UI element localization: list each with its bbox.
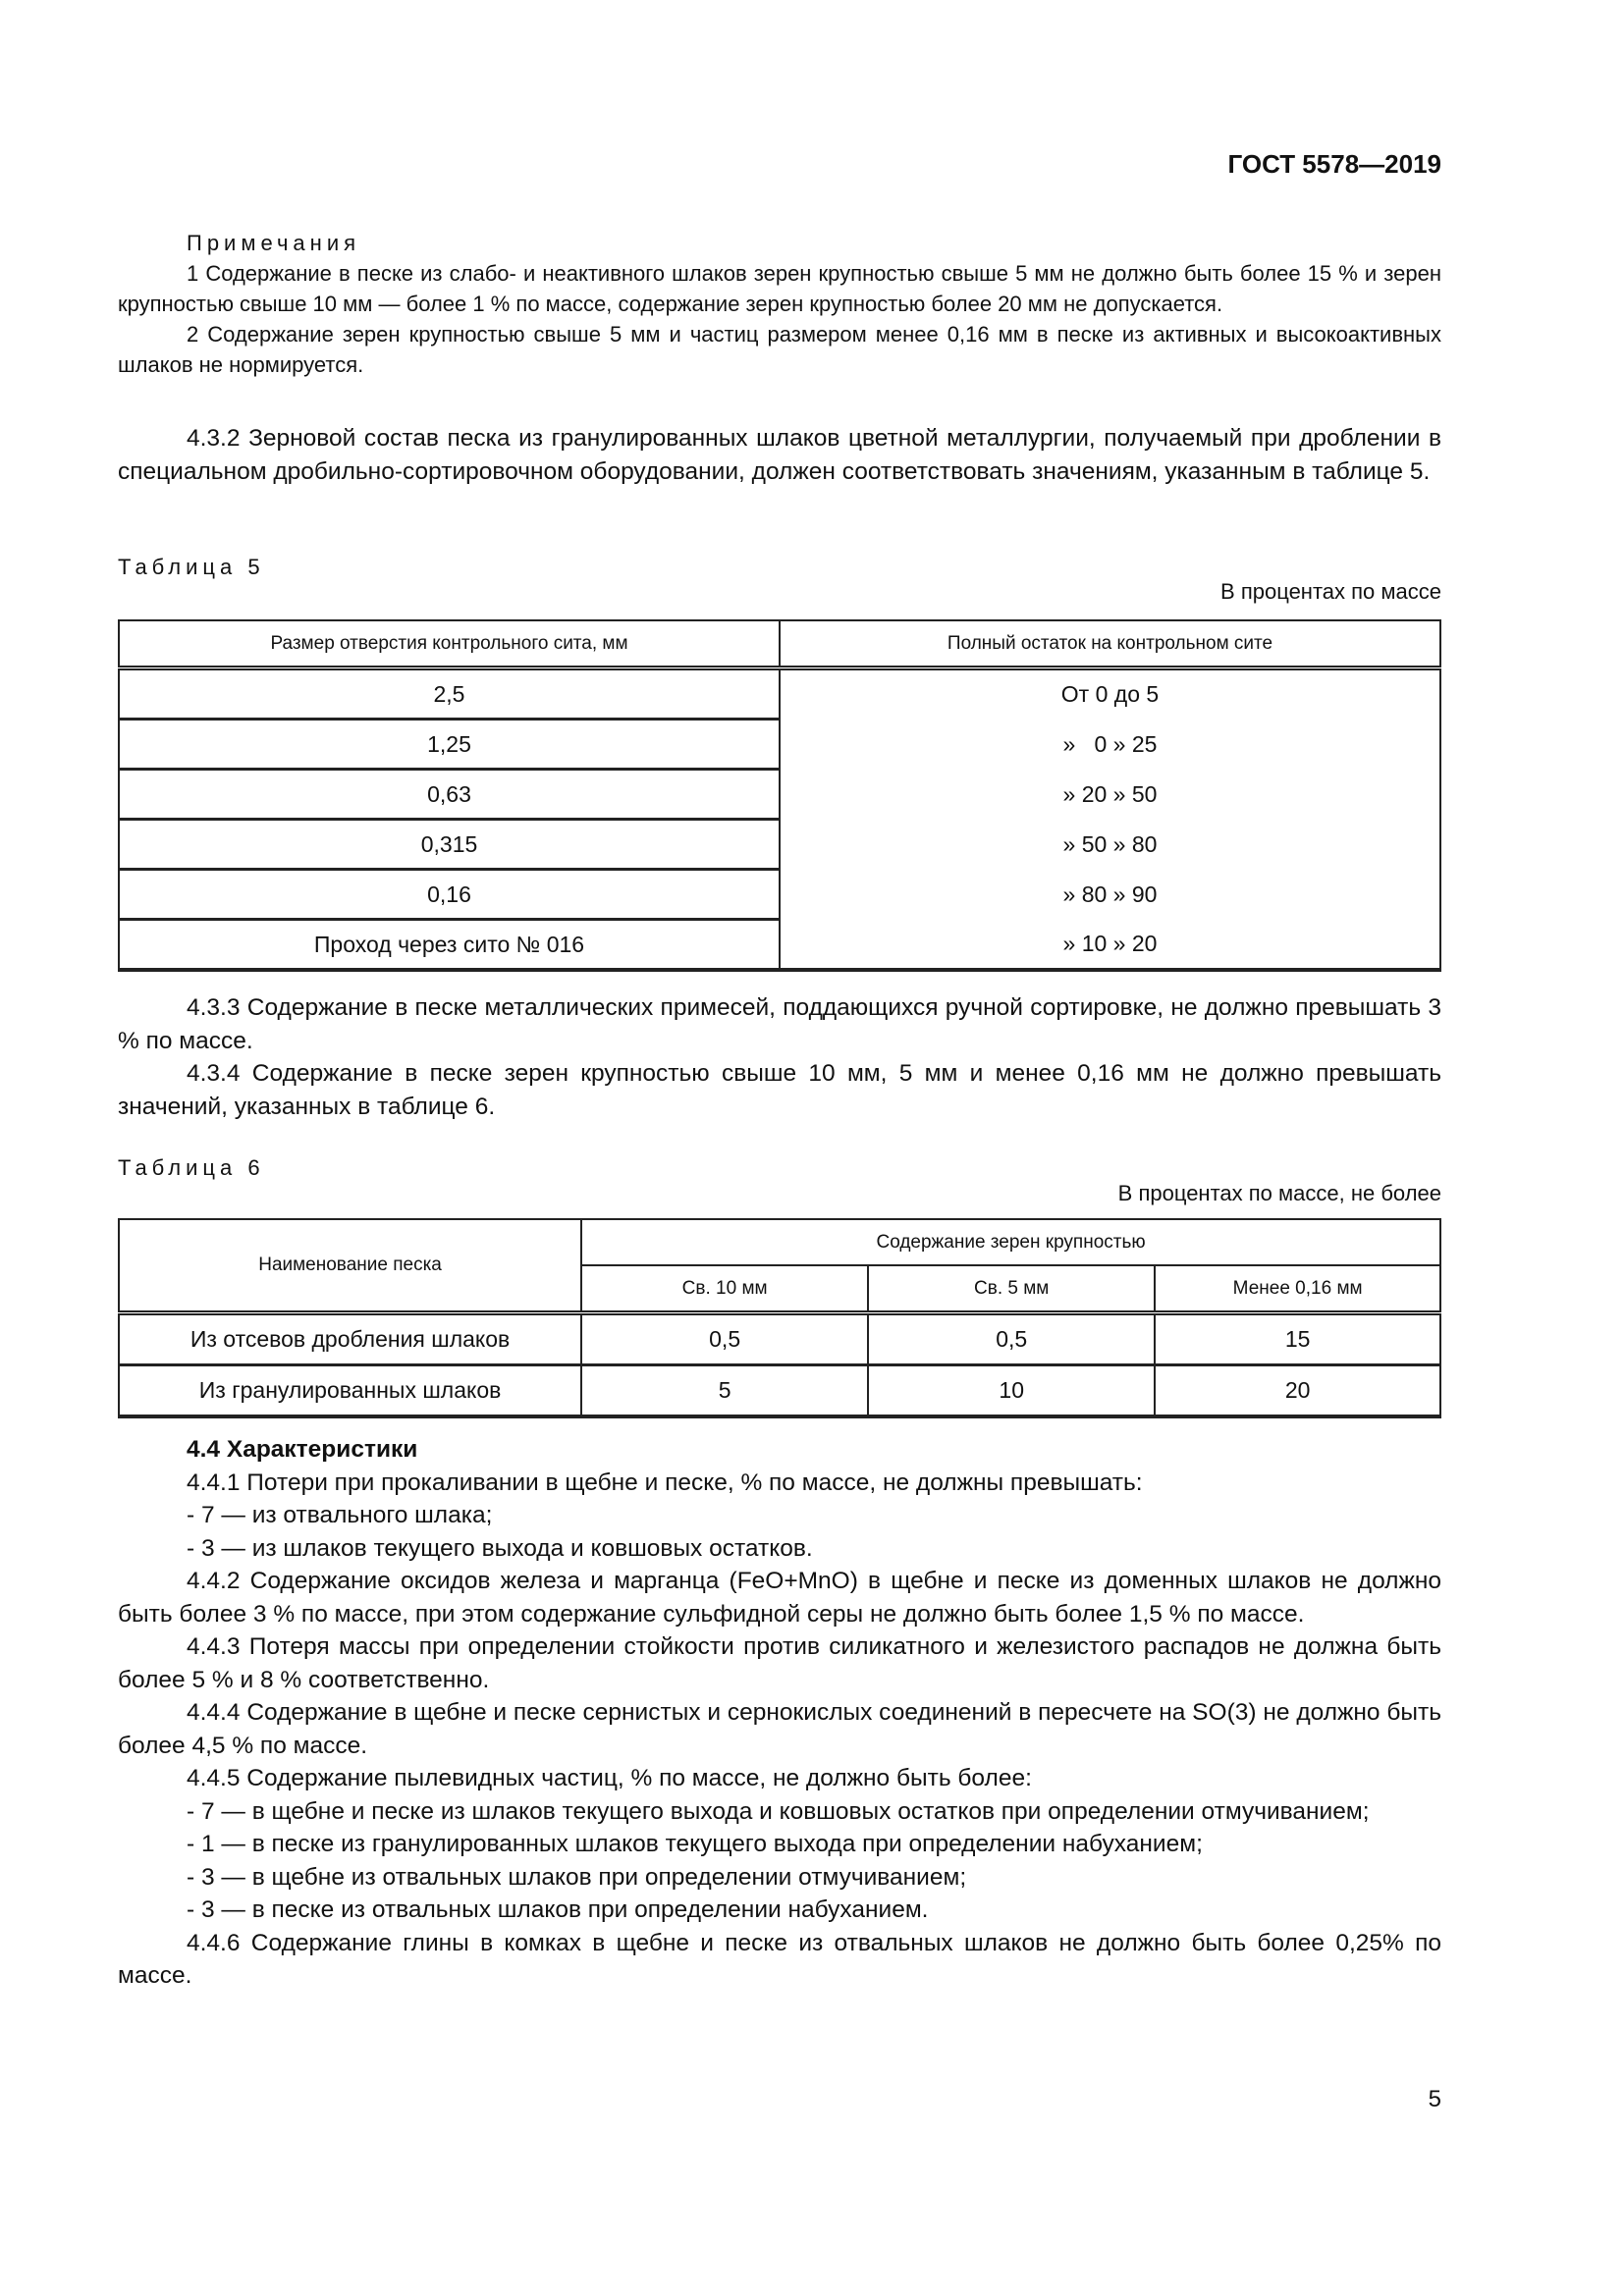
table-row — [119, 668, 1440, 720]
notes-title: Примечания — [187, 231, 361, 255]
cell: 20 — [1155, 1365, 1440, 1417]
paragraph-4-3-2: 4.3.2 Зерновой состав песка из гранулированных шлаков цветной металлургии, получаемый при дроблении в специальном дробильно-сортировочном оборудовании, должен соответствовать значениям, указанным в таблице 5. — [118, 425, 1441, 485]
paragraph: 4.4.4 Содержание в щебне и песке сернистых и сернокислых соединений в пересчете на SO(3) не должно быть более 4,5 % по массе. — [118, 1699, 1441, 1759]
list-item: - 7 — из отвального шлака; — [187, 1502, 493, 1528]
cell: От 0 до 5 — [780, 668, 1440, 720]
paragraph: 4.4.1 Потери при прокаливании в щебне и песке, % по массе, не должны превышать: — [187, 1468, 1143, 1496]
cell: Проход через сито № 016 — [119, 920, 780, 971]
table-row — [119, 920, 1440, 971]
table5-header-size: Размер отверстия контрольного сита, мм — [119, 620, 780, 668]
list-item: - 7 — в щебне и песке из шлаков текущего выхода и ковшовых остатков при определении отмучиванием; — [187, 1797, 1370, 1825]
table5-unit: В процентах по массе — [1220, 579, 1441, 604]
table-row — [119, 820, 1440, 870]
cell: 2,5 — [119, 668, 780, 720]
page-number: 5 — [1428, 2086, 1441, 2112]
table-row — [119, 1365, 1440, 1417]
cell: 0,5 — [868, 1313, 1155, 1365]
table6-header-group: Содержание зерен крупностью — [581, 1219, 1440, 1265]
paragraph: 4.4.2 Содержание оксидов железа и марганца (FeO+MnO) в щебне и песке из доменных шлаков не должно быть более 3 % по массе, при этом содержание сульфидной серы не должно быть более 1,5 % по массе. — [118, 1568, 1441, 1628]
table-row — [119, 770, 1440, 820]
cell: 15 — [1155, 1313, 1440, 1365]
table6-subheader: Менее 0,16 мм — [1155, 1265, 1440, 1313]
table6-subheader: Св. 5 мм — [868, 1265, 1155, 1313]
cell: » 0 » 25 — [780, 720, 1440, 770]
table-5 — [118, 619, 1441, 972]
cell: Из гранулированных шлаков — [119, 1365, 581, 1417]
note-2: 2 Содержание зерен крупностью свыше 5 мм и частиц размером менее 0,16 мм в песке из активных и высокоактивных шлаков не нормируется. — [118, 322, 1441, 377]
table6-subheader: Св. 10 мм — [581, 1265, 868, 1313]
cell: 0,315 — [119, 820, 780, 870]
table6-caption: Таблица 6 — [118, 1155, 265, 1180]
list-item: - 3 — из шлаков текущего выхода и ковшовых остатков. — [187, 1534, 813, 1562]
paragraph-4-3-3: 4.3.3 Содержание в песке металлических примесей, поддающихся ручной сортировке, не должно превышать 3 % по массе. — [118, 994, 1441, 1054]
cell: » 80 » 90 — [780, 870, 1440, 920]
table6-header-name: Наименование песка — [119, 1219, 581, 1313]
cell: 5 — [581, 1365, 868, 1417]
paragraph-4-3-4: 4.3.4 Содержание в песке зерен крупностью свыше 10 мм, 5 мм и менее 0,16 мм не должно превышать значений, указанных в таблице 6. — [118, 1060, 1441, 1120]
cell: 1,25 — [119, 720, 780, 770]
table-row — [119, 870, 1440, 920]
cell: 0,63 — [119, 770, 780, 820]
cell: 10 — [868, 1365, 1155, 1417]
cell: » 10 » 20 — [780, 920, 1440, 971]
table-6 — [118, 1218, 1441, 1418]
table-row — [119, 720, 1440, 770]
paragraph: 4.4.6 Содержание глины в комках в щебне и песке из отвальных шлаков не должно быть более 0,25% по массе. — [118, 1929, 1441, 1989]
table5-header-residue: Полный остаток на контрольном сите — [780, 620, 1440, 668]
list-item: - 1 — в песке из гранулированных шлаков текущего выхода при определении набуханием; — [187, 1831, 1203, 1857]
notes — [118, 228, 1441, 380]
table6-unit: В процентах по массе, не более — [1117, 1181, 1441, 1205]
list-item: - 3 — в песке из отвальных шлаков при определении набуханием. — [187, 1896, 929, 1923]
table-row — [119, 1313, 1440, 1365]
list-item: - 3 — в щебне из отвальных шлаков при определении отмучиванием; — [187, 1863, 967, 1891]
table5-caption: Таблица 5 — [118, 555, 265, 579]
cell: » 20 » 50 — [780, 770, 1440, 820]
cell: Из отсевов дробления шлаков — [119, 1313, 581, 1365]
paragraph: 4.4.5 Содержание пылевидных частиц, % по массе, не должно быть более: — [187, 1765, 1032, 1791]
paragraph: 4.4.3 Потеря массы при определении стойкости против силикатного и железистого распадов не должна быть более 5 % и 8 % соответственно. — [118, 1633, 1441, 1693]
document-header: ГОСТ 5578—2019 — [1227, 149, 1441, 179]
cell: 0,5 — [581, 1313, 868, 1365]
section-heading-4-4: 4.4 Характеристики — [187, 1436, 418, 1463]
cell: 0,16 — [119, 870, 780, 920]
note-1: 1 Содержание в песке из слабо- и неактивного шлаков зерен крупностью свыше 5 мм не должно быть более 15 % и зерен крупностью свыше 10 мм — более 1 % по массе, содержание зерен крупностью более 20 мм не допускается. — [118, 261, 1441, 316]
cell: » 50 » 80 — [780, 820, 1440, 870]
